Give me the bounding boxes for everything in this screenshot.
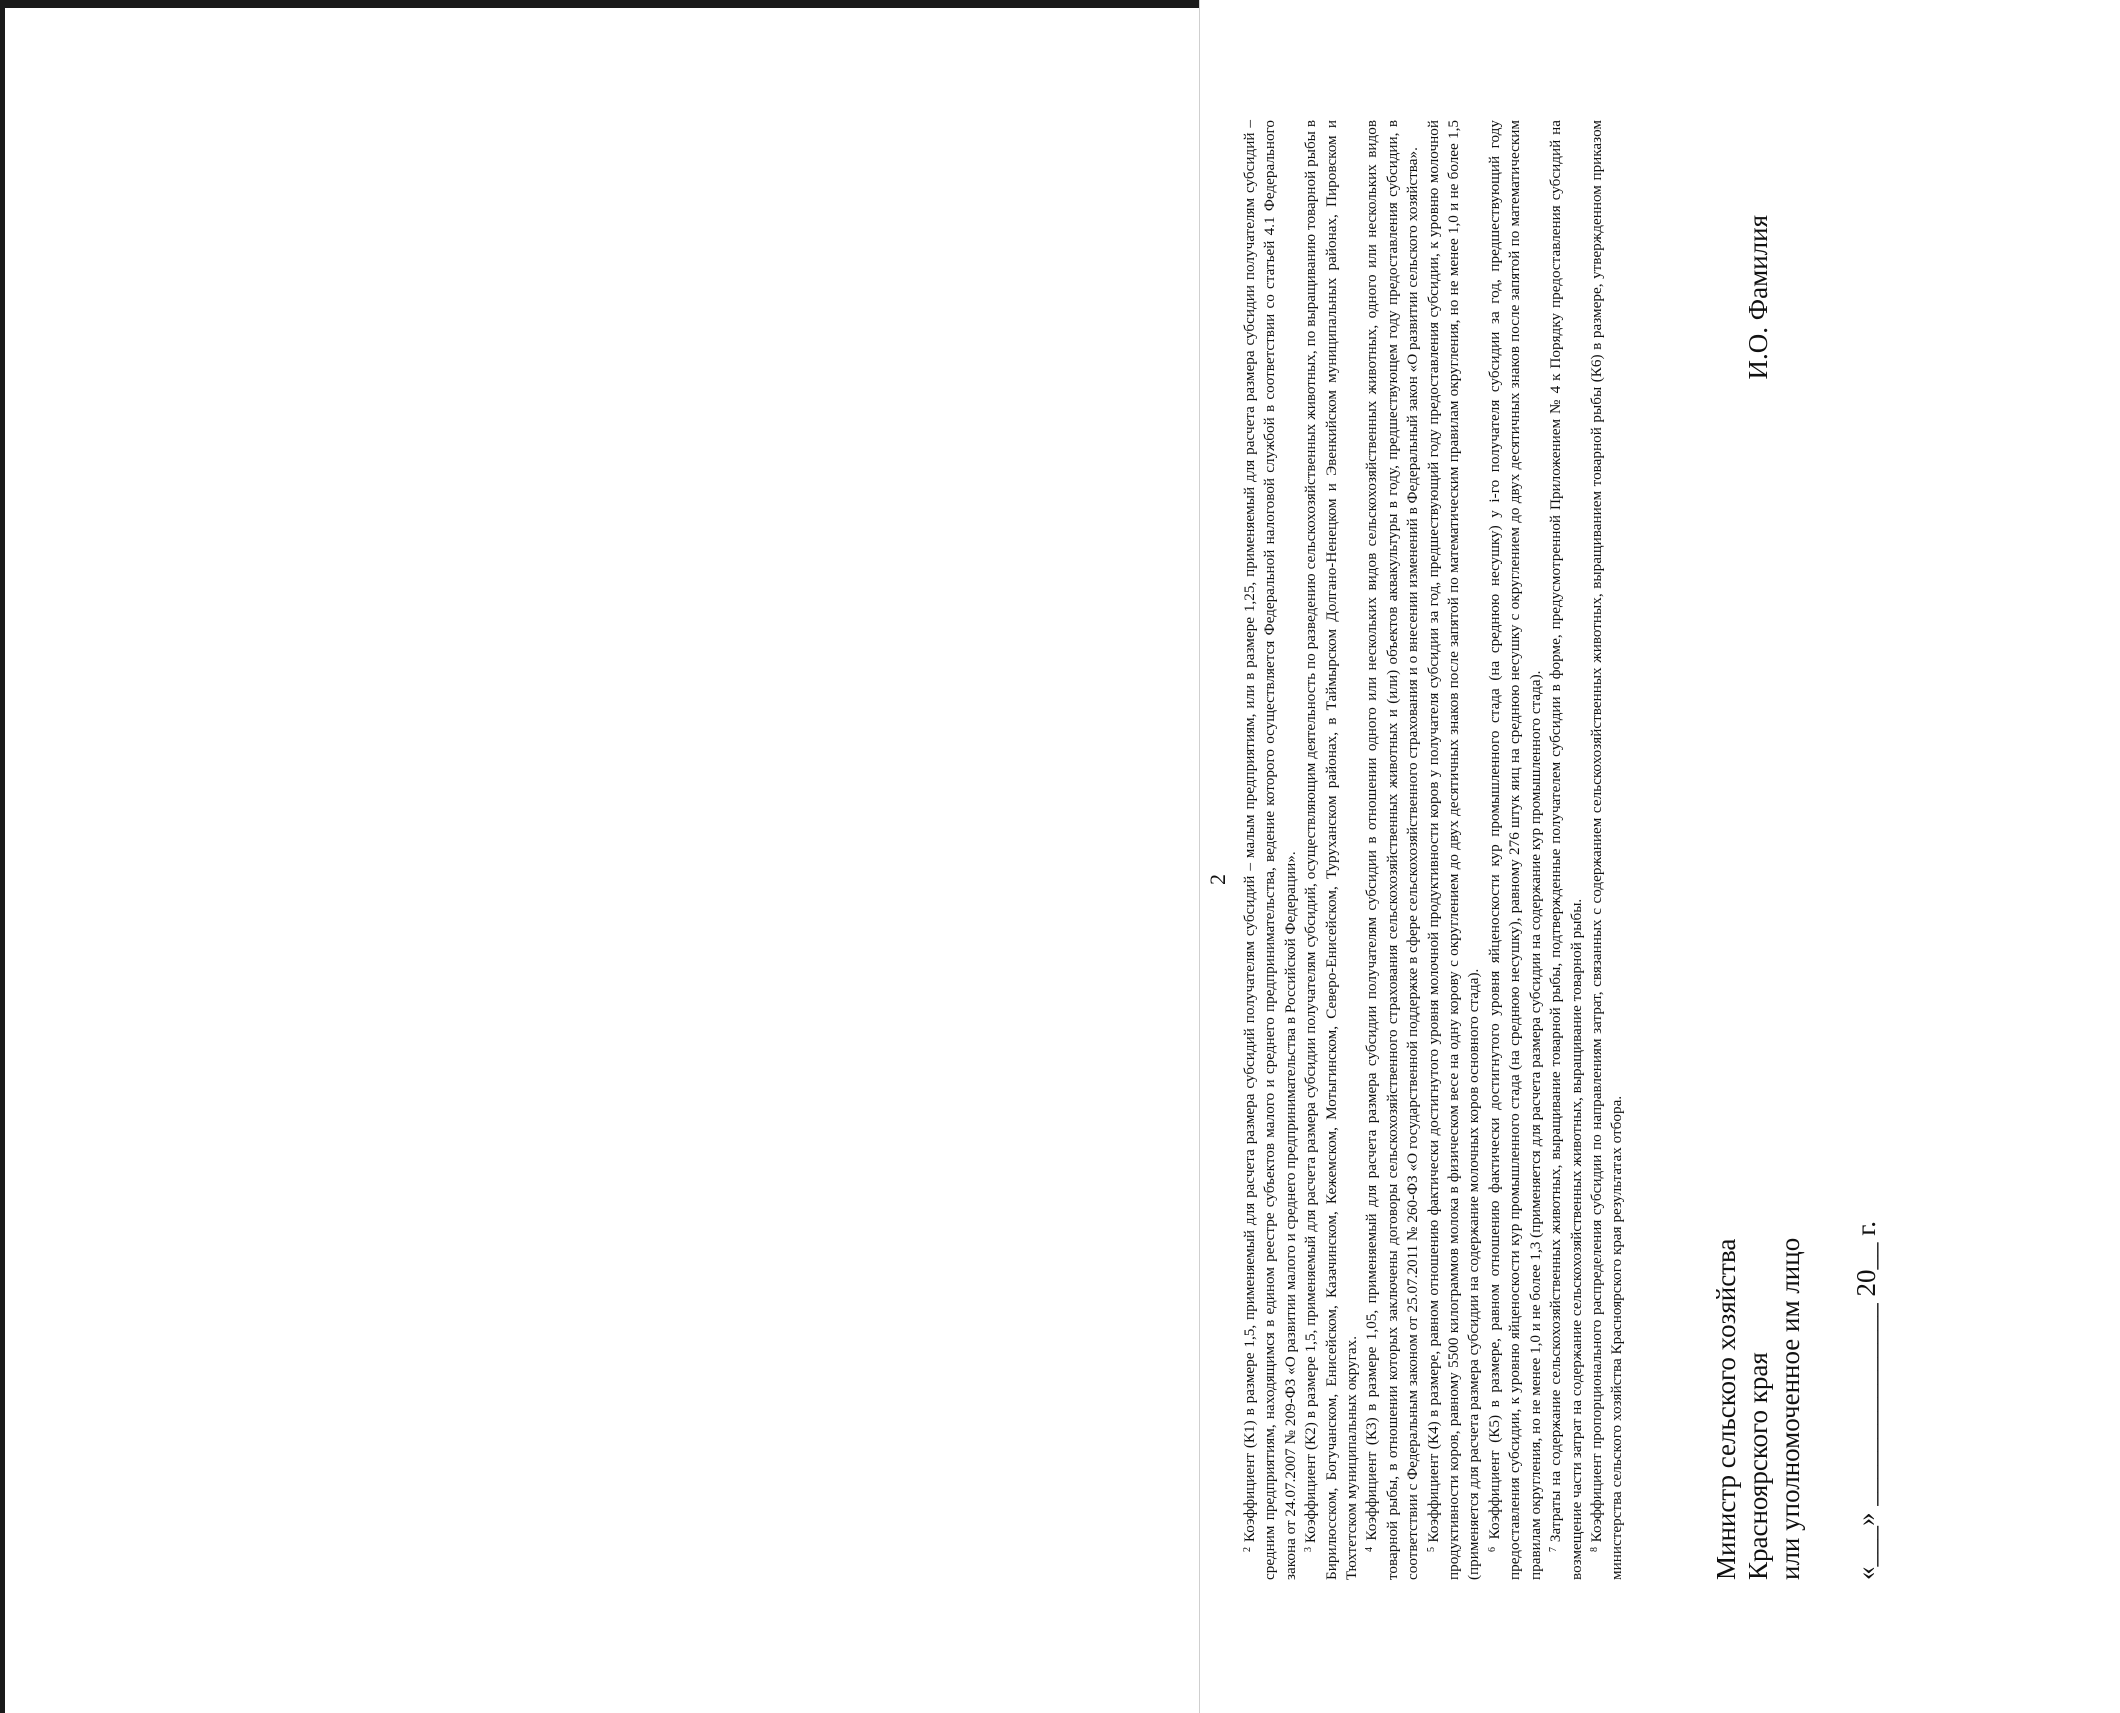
- footnote-text: Коэффициент (К4) в размере, равном отношению фактически достигнутого уровня молочной продуктивности коров у получателя субсидии за год, предшествующий году предоставления субсидии, к уровню молочной продуктивности коров, равному 5500 килограммов молока в физическом весе на одну корову с округлением до двух десятичных знаков после запятой по математическим правилам округления, но не менее 1,0 и не более 1,5 (применяется для расчета размера субсидии на содержание молочных коров основного стада).: [1424, 120, 1483, 1580]
- footnote-text: Коэффициент (К2) в размере 1,5, применяемый для расчета размера субсидии получателям субсидий, осуществляющим деятельность по разведению сельскохозяйственных животных, по выращиванию товарной рыбы в Бирилюсском, Богучанском, Енисейском, Казачинском, Кежемском, Мотыгинском, Северо-Енисейском, Туруханском районах, в Таймырском Долгано-Ненецком и Эвенкийском муниципальных районах, Пировском и Тюхтетском муниципальных округах.: [1302, 120, 1361, 1580]
- footnote-5: [1424, 120, 1485, 1580]
- footnote-6: [1485, 120, 1546, 1580]
- footnote-mark: 2: [1242, 1547, 1253, 1552]
- footnote-text: Коэффициент пропорционального распределения субсидии по направлениям затрат, связанных с содержанием сельскохозяйственных животных, выращиванием товарной рыбы (К6) в размере, утвержденном приказом министерства сельского хозяйства Красноярского края результатах отбора.: [1587, 119, 1626, 1580]
- footnote-text: Коэффициент (К3) в размере 1,05, применяемый для расчета размера субсидии получателям субсидии в отношении одного или нескольких видов сельскохозяйственных животных, одного или нескольких видов товарной рыбы, в отношении которых заключены договоры сельскохозяйственного страхования сельскохозяйственных животных и (или) объектов аквакультуры в году, предшествующем году предоставления субсидии, в соответствии с Федеральным законом от 25.07.2011 № 260-ФЗ «О государственной поддержке в сфере сельскохозяйственного страхования и о внесении изменений в Федеральный закон «О развитии сельского хозяйства».: [1363, 119, 1422, 1580]
- signatory-title-line-1: Министр сельского хозяйства: [1711, 1238, 1741, 1580]
- signatory-title-line-2: Красноярского края: [1743, 1352, 1773, 1580]
- rotated-document-page: [1100, 80, 2120, 1620]
- footnote-2: [1240, 120, 1301, 1580]
- footnote-text: Коэффициент (К5) в размере, равном отношению фактически достигнутого уровня яйценоскости кур промышленного стада (на среднюю несушку) у i-го получателя субсидии за год, предшествующий году предоставления субсидии, к уровню яйценоскости кур промышленного стада (на среднюю несушку), равному 276 штук яиц на среднюю несушку с округлением до двух десятичных знаков после запятой по математическим правилам округления, но не менее 1,0 и не более 1,3 (применяется для расчета размера субсидии на содержание кур промышленного стада).: [1485, 119, 1544, 1580]
- footnote-8: [1587, 120, 1628, 1580]
- scan-top-edge: [0, 0, 1200, 8]
- signatory-name: И.О. Фамилия: [1743, 215, 1773, 380]
- scan-left-edge: [0, 0, 5, 1713]
- footnote-text: Коэффициент (К1) в размере 1,5, применяемый для расчета размера субсидий получателям субсидий – малым предприятиям, или в размере 1,25, применяемый для расчета размера субсидии получателям субсидий – средним предприятиям, находящимся в едином реестре субъектов малого и среднего предпринимательства, ведение которого осуществляется Федеральной налоговой службой в соответствии со статьей 4.1 Федерального закона от 24.07.2007 № 209-ФЗ «О развитии малого и среднего предпринимательства в Российской Федерации».: [1241, 119, 1299, 1580]
- footnote-text: Затраты на содержание сельскохозяйственных животных, выращивание товарной рыбы, подтвержденные получателем субсидии в форме, предусмотренной Приложением № 4 к Порядку предоставления субсидий на возмещение части затрат на содержание сельскохозяйственных животных, выращивание товарной рыбы.: [1547, 119, 1585, 1580]
- footnote-3: [1301, 120, 1362, 1580]
- footnote-mark: 5: [1425, 1547, 1437, 1552]
- page-number: 2: [1205, 874, 1230, 885]
- signature-date: «___» _______________ 20__ г.: [1851, 1220, 1881, 1580]
- footnote-mark: 8: [1588, 1547, 1600, 1552]
- signature-block: [1710, 120, 1881, 1580]
- footnote-mark: 6: [1486, 1547, 1498, 1552]
- signatory-title-line-3: или уполномоченное им лицо: [1775, 1237, 1805, 1580]
- footnote-4: [1362, 120, 1423, 1580]
- footnote-mark: 4: [1364, 1547, 1376, 1552]
- footnote-7: [1546, 120, 1587, 1580]
- footnote-mark: 7: [1548, 1547, 1560, 1552]
- footnote-mark: 3: [1303, 1547, 1315, 1552]
- footnotes-block: [1240, 120, 1628, 1580]
